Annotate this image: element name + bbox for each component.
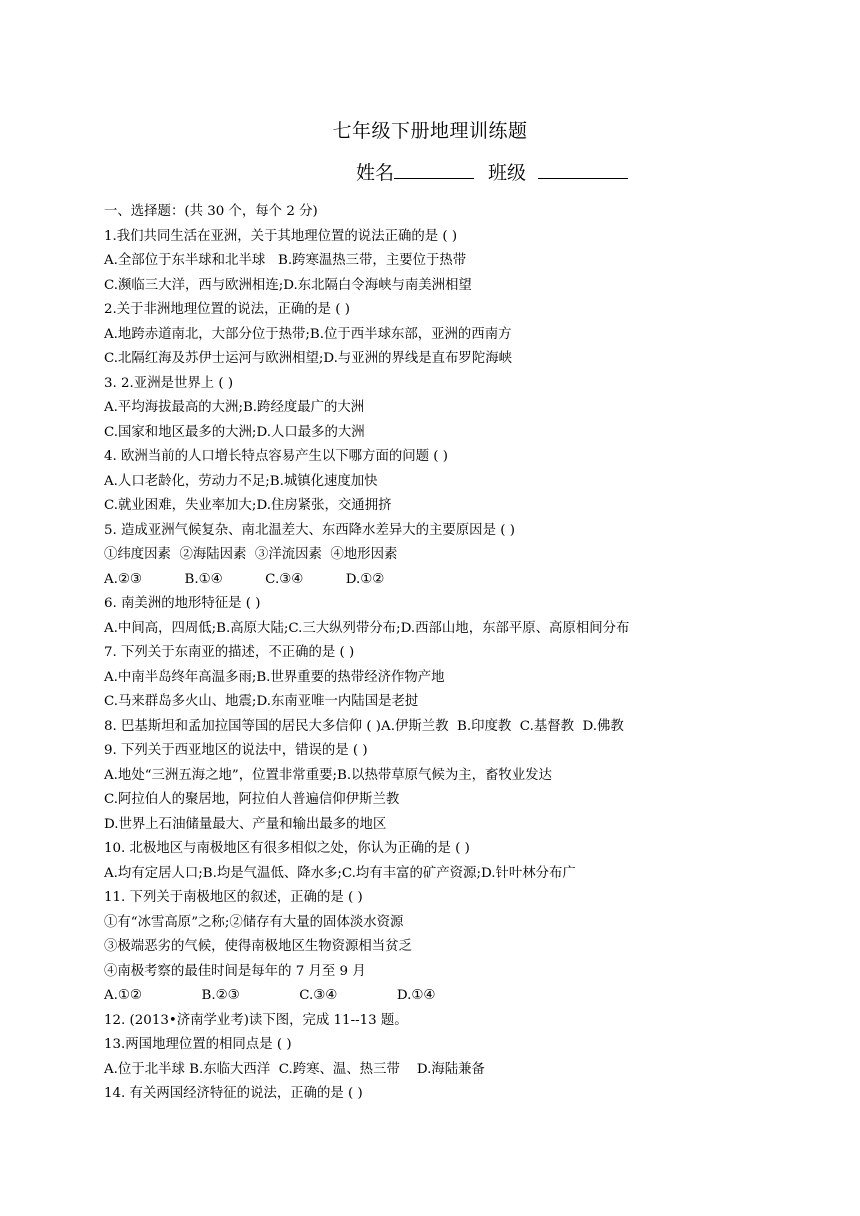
question-body bbox=[104, 200, 804, 1107]
name-label: 姓名 bbox=[356, 162, 395, 184]
question-9-option-d: D.世界上石油储量最大、产量和输出最多的地区 bbox=[104, 816, 387, 832]
question-1-options-ab: A.全部位于东半球和北半球 B.跨寒温热三带，主要位于热带 bbox=[104, 253, 467, 268]
page-title: 七年级下册地理训练题 bbox=[332, 120, 528, 142]
question-2-options-cd: C.北隔红海及苏伊士运河与欧洲相望;D.与亚洲的界线是直布罗陀海峡 bbox=[104, 351, 512, 366]
question-13-options: A.位于北半球 B.东临大西洋 C.跨寒、温、热三带 D.海陆兼备 bbox=[104, 1061, 485, 1077]
class-label: 班级 bbox=[488, 162, 527, 184]
question-5-options: A.②③ B.①④ C.③④ D.①② bbox=[104, 571, 385, 587]
question-3-options-cd: C.国家和地区最多的大洲;D.人口最多的大洲 bbox=[104, 424, 365, 440]
question-10-options: A.均有定居人口;B.均是气温低、降水多;C.均有丰富的矿产资源;D.针叶林分布广 bbox=[104, 865, 576, 881]
section-heading: 一、选择题：(共 30 个，每个 2 分) bbox=[104, 204, 318, 219]
question-8: 8. 巴基斯坦和孟加拉国等国的居民大多信仰 ( )A.伊斯兰教 B.印度教 C.基督教 D.佛教 bbox=[104, 718, 624, 734]
question-11-statement-4: ④南极考察的最佳时间是每年的 7 月至 9 月 bbox=[104, 963, 366, 979]
question-5: 5. 造成亚洲气候复杂、南北温差大、东西降水差异大的主要原因是 ( ) bbox=[104, 522, 515, 538]
name-blank[interactable] bbox=[394, 160, 474, 179]
question-9-option-c: C.阿拉伯人的聚居地，阿拉伯人普遍信仰伊斯兰教 bbox=[104, 792, 400, 807]
question-11-statements-12: ①有“冰雪高原”之称;②储存有大量的固体淡水资源 bbox=[104, 914, 404, 930]
question-3-options-ab: A.平均海拔最高的大洲;B.跨经度最广的大洲 bbox=[104, 400, 365, 415]
question-7: 7. 下列关于东南亚的描述，不正确的是 ( ) bbox=[104, 645, 355, 660]
question-12: 12. (2013•济南学业考)读下图，完成 11--13 题。 bbox=[104, 1012, 408, 1028]
question-3: 3. 2.亚洲是世界上 ( ) bbox=[104, 375, 234, 391]
question-11-options: A.①② B.②③ C.③④ D.①④ bbox=[104, 988, 436, 1003]
question-4: 4. 欧洲当前的人口增长特点容易产生以下哪方面的问题 ( ) bbox=[104, 449, 448, 464]
question-7-options-ab: A.中南半岛终年高温多雨;B.世界重要的热带经济作物产地 bbox=[104, 669, 445, 685]
question-13: 13.两国地理位置的相同点是 ( ) bbox=[104, 1037, 292, 1052]
student-info-line bbox=[356, 158, 628, 185]
question-7-options-cd: C.马来群岛多火山、地震;D.东南亚唯一内陆国是老挝 bbox=[104, 694, 419, 709]
question-10: 10. 北极地区与南极地区有很多相似之处，你认为正确的是 ( ) bbox=[104, 841, 470, 856]
question-2: 2.关于非洲地理位置的说法，正确的是 ( ) bbox=[104, 302, 350, 317]
class-blank[interactable] bbox=[538, 160, 628, 179]
question-4-options-ab: A.人口老龄化，劳动力不足;B.城镇化速度加快 bbox=[104, 473, 378, 489]
question-2-options-ab: A.地跨赤道南北，大部分位于热带;B.位于西半球东部，亚洲的西南方 bbox=[104, 326, 512, 342]
question-4-options-cd: C.就业困难，失业率加大;D.住房紧张，交通拥挤 bbox=[104, 498, 392, 513]
question-9-options-ab: A.地处“三洲五海之地”，位置非常重要;B.以热带草原气候为主，畜牧业发达 bbox=[104, 767, 552, 783]
question-11: 11. 下列关于南极地区的叙述，正确的是 ( ) bbox=[104, 890, 363, 905]
question-11-statement-3: ③极端恶劣的气候，使得南极地区生物资源相当贫乏 bbox=[104, 939, 412, 954]
question-1-options-cd: C.濒临三大洋，西与欧洲相连;D.东北隔白令海峡与南美洲相望 bbox=[104, 277, 472, 293]
question-1: 1.我们共同生活在亚洲，关于其地理位置的说法正确的是 ( ) bbox=[104, 228, 458, 244]
question-5-factors: ①纬度因素 ②海陆因素 ③洋流因素 ④地形因素 bbox=[104, 547, 398, 562]
question-14: 14. 有关两国经济特征的说法，正确的是 ( ) bbox=[104, 1086, 363, 1101]
question-9: 9. 下列关于西亚地区的说法中，错误的是 ( ) bbox=[104, 743, 368, 758]
question-6-options: A.中间高，四周低;B.高原大陆;C.三大纵列带分布;D.西部山地，东部平原、高原相间分布 bbox=[104, 620, 630, 636]
question-6: 6. 南美洲的地形特征是 ( ) bbox=[104, 596, 261, 611]
